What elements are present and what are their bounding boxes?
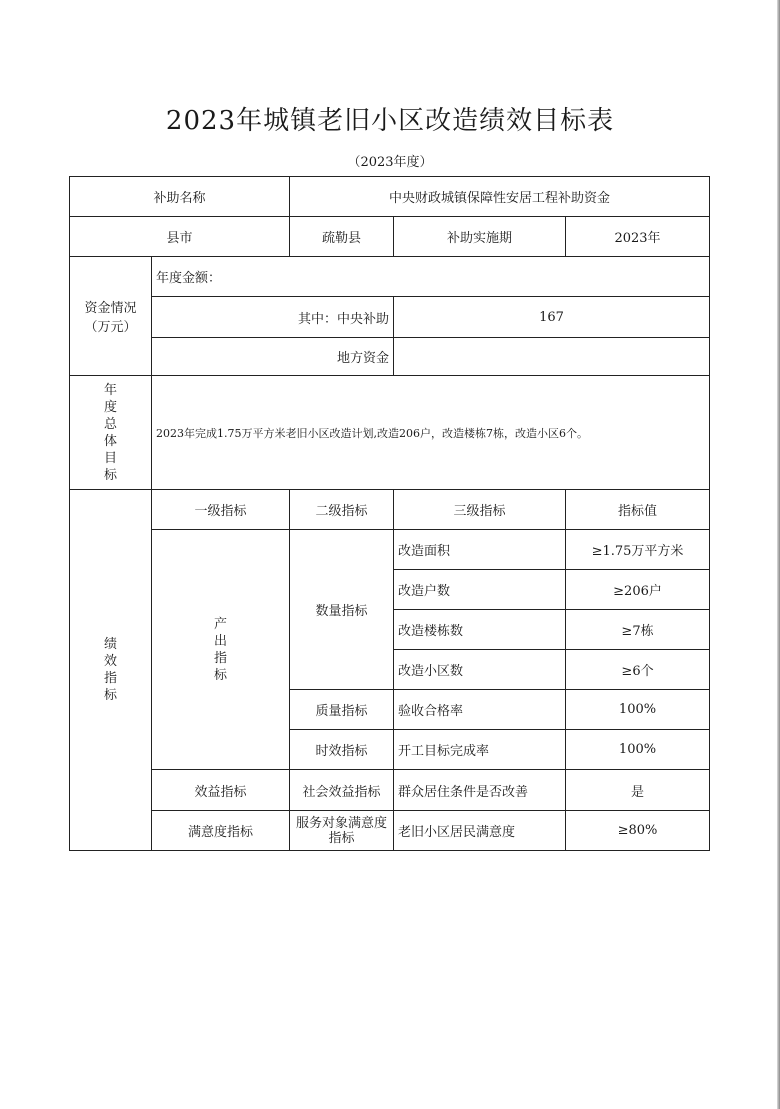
central-subsidy-value: 167 — [394, 297, 710, 338]
header-level2: 二级指标 — [290, 490, 394, 530]
annual-amount-label: 年度金额： — [152, 257, 710, 297]
period-value: 2023年 — [566, 217, 710, 257]
annual-goal-label — [70, 376, 152, 490]
page-subtitle: （2023年度） — [347, 155, 433, 170]
indicator-name: 老旧小区居民满意度 — [394, 811, 566, 851]
indicator-value: ≥206户 — [566, 570, 710, 610]
performance-indicators-label-text: 绩效指标 — [103, 637, 117, 703]
subsidy-name-label: 补助名称 — [70, 177, 290, 217]
satisfaction-indicators-label: 满意度指标 — [152, 811, 290, 851]
quality-indicators-label: 质量指标 — [290, 690, 394, 730]
indicator-name: 开工目标完成率 — [394, 730, 566, 770]
benefit-indicators-label: 效益指标 — [152, 770, 290, 811]
table-row — [70, 338, 710, 376]
performance-indicators-label — [70, 490, 152, 851]
indicator-value: 100% — [566, 730, 710, 770]
funds-label: 资金情况（万元） — [70, 257, 152, 376]
performance-target-table — [69, 176, 710, 851]
header-level3: 三级指标 — [394, 490, 566, 530]
indicator-name: 验收合格率 — [394, 690, 566, 730]
table-row — [70, 490, 710, 530]
social-benefit-label: 社会效益指标 — [290, 770, 394, 811]
table-row — [70, 177, 710, 217]
quantity-indicators-label: 数量指标 — [290, 530, 394, 690]
local-funds-value — [394, 338, 710, 376]
annual-goal-text: 2023年完成1.75万平方米老旧小区改造计划,改造206户，改造楼栋7栋，改造小区6个。 — [152, 376, 710, 490]
indicator-value: ≥7栋 — [566, 610, 710, 650]
subsidy-name-value: 中央财政城镇保障性安居工程补助资金 — [290, 177, 710, 217]
central-subsidy-label: 其中：中央补助 — [152, 297, 394, 338]
indicator-value: ≥80% — [566, 811, 710, 851]
table-row — [70, 217, 710, 257]
annual-goal-label-text: 年度总体目标 — [103, 382, 117, 483]
page-title: 2023年城镇老旧小区改造绩效目标表 — [165, 106, 615, 136]
county-label: 县市 — [70, 217, 290, 257]
indicator-value: 100% — [566, 690, 710, 730]
indicator-name: 改造面积 — [394, 530, 566, 570]
indicator-value: ≥1.75万平方米 — [566, 530, 710, 570]
output-indicators-label — [152, 530, 290, 770]
local-funds-label: 地方资金 — [152, 338, 394, 376]
table-row — [70, 376, 710, 490]
output-indicators-label-text: 产出指标 — [213, 616, 227, 683]
table-row — [70, 811, 710, 851]
indicator-name: 群众居住条件是否改善 — [394, 770, 566, 811]
table-row — [70, 530, 710, 570]
table-row — [70, 257, 710, 297]
indicator-name: 改造楼栋数 — [394, 610, 566, 650]
table-row — [70, 770, 710, 811]
service-satisfaction-label: 服务对象满意度指标 — [290, 811, 394, 851]
indicator-value: 是 — [566, 770, 710, 811]
indicator-value: ≥6个 — [566, 650, 710, 690]
county-value: 疏勒县 — [290, 217, 394, 257]
indicator-name: 改造户数 — [394, 570, 566, 610]
table-row — [70, 297, 710, 338]
header-value: 指标值 — [566, 490, 710, 530]
indicator-name: 改造小区数 — [394, 650, 566, 690]
timeliness-indicators-label: 时效指标 — [290, 730, 394, 770]
header-level1: 一级指标 — [152, 490, 290, 530]
period-label: 补助实施期 — [394, 217, 566, 257]
